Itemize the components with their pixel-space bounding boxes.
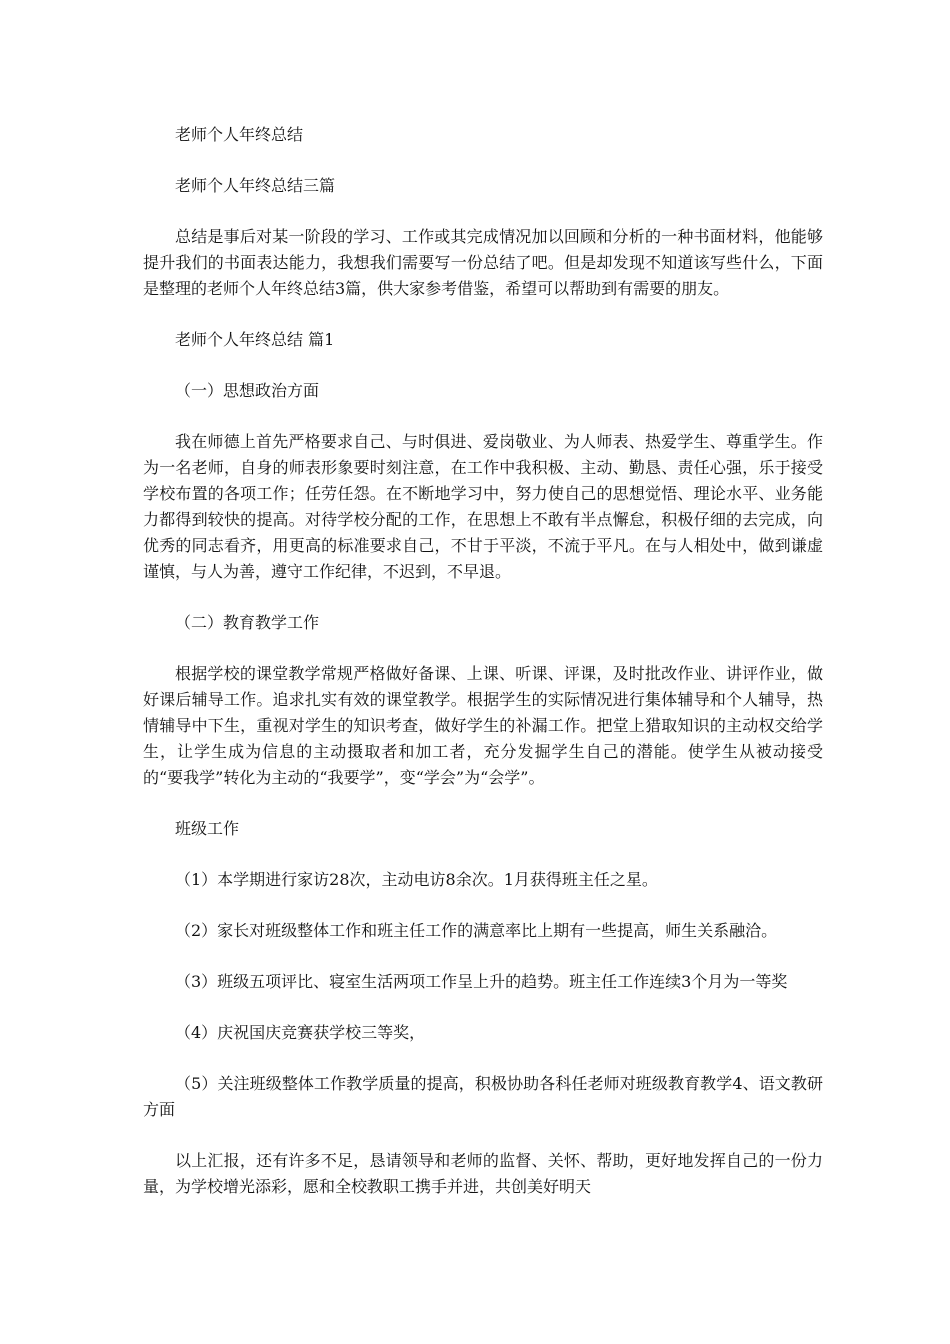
list-item: （3）班级五项评比、寝室生活两项工作呈上升的趋势。班主任工作连续3个月为一等奖 xyxy=(175,972,788,991)
document-page xyxy=(143,122,823,1225)
document-title: 老师个人年终总结 xyxy=(175,125,304,144)
list-item: （4）庆祝国庆竞赛获学校三等奖， xyxy=(175,1023,426,1042)
section-title: 老师个人年终总结 篇1 xyxy=(175,330,335,349)
list-item: （1）本学期进行家访28次，主动电访8余次。1月获得班主任之星。 xyxy=(175,870,658,889)
part1-paragraph: 我在师德上首先严格要求自己、与时俱进、爱岗敬业、为人师表、热爱学生、尊重学生。作为一名老师，自身的师表形象要时刻注意，在工作中我积极、主动、勤恳、责任心强，乐于接受学校布置的各项工作；任劳任怨。在不断地学习中，努力使自己的思想觉悟、理论水平、业务能力都得到较快的提高。对待学校分配的工作，在思想上不敢有半点懈怠，积极仔细的去完成，向优秀的同志看齐，用更高的标准要求自己，不甘于平淡，不流于平凡。在与人相处中，做到谦虚谨慎，与人为善，遵守工作纪律，不迟到，不早退。 xyxy=(143,432,823,581)
class-work-heading: 班级工作 xyxy=(175,819,240,838)
intro-paragraph: 总结是事后对某一阶段的学习、工作或其完成情况加以回顾和分析的一种书面材料，他能够提升我们的书面表达能力，我想我们需要写一份总结了吧。但是却发现不知道该写些什么，下面是整理的老师个人年终总结3篇，供大家参考借鉴，希望可以帮助到有需要的朋友。 xyxy=(143,227,823,298)
document-subtitle: 老师个人年终总结三篇 xyxy=(175,176,336,195)
part1-heading: （一）思想政治方面 xyxy=(175,381,320,400)
list-item: （5）关注班级整体工作教学质量的提高，积极协助各科任老师对班级教育教学4、语文教研方面 xyxy=(143,1074,823,1119)
part2-paragraph: 根据学校的课堂教学常规严格做好备课、上课、听课、评课，及时批改作业、讲评作业，做好课后辅导工作。追求扎实有效的课堂教学。根据学生的实际情况进行集体辅导和个人辅导，热情辅导中下生，重视对学生的知识考查，做好学生的补漏工作。把堂上猎取知识的主动权交给学生，让学生成为信息的主动摄取者和加工者，充分发掘学生自己的潜能。使学生从被动接受的“要我学”转化为主动的“我要学”，变“学会”为“会学”。 xyxy=(143,664,823,787)
part2-heading: （二）教育教学工作 xyxy=(175,613,320,632)
list-item: （2）家长对班级整体工作和班主任工作的满意率比上期有一些提高，师生关系融洽。 xyxy=(175,921,778,940)
closing-paragraph: 以上汇报，还有许多不足，恳请领导和老师的监督、关怀、帮助，更好地发挥自己的一份力量，为学校增光添彩，愿和全校教职工携手并进，共创美好明天 xyxy=(143,1151,823,1196)
